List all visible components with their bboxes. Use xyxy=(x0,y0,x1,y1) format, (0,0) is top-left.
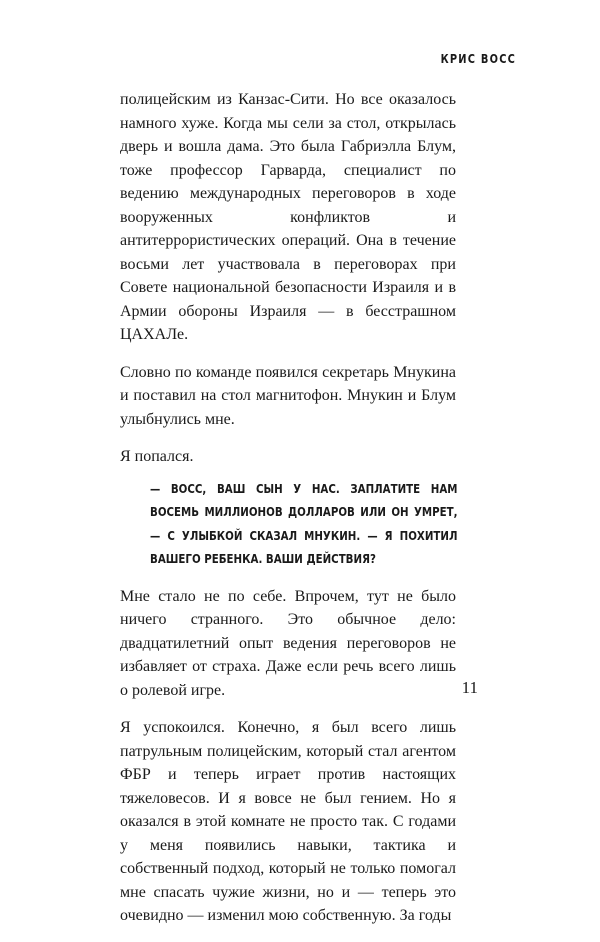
dialogue-quote: — ВОСС, ВАШ СЫН У НАС. ЗАПЛАТИТЕ НАМ ВОСЕМЬ МИЛЛИОНОВ ДОЛЛАРОВ ИЛИ ОН УМРЕТ, — С УЛЫБКОЙ СКАЗАЛ МНУКИН. — Я ПОХИТИЛ ВАШЕГО РЕБЕНКА. ВАШИ ДЕЙСТВИЯ? xyxy=(150,480,458,566)
paragraph: Я успокоился. Конечно, я был всего лишь патрульным полицейским, который стал агентом ФБР и теперь играет против настоящих тяжеловесов. И я вовсе не был гением. Но я оказался в этой комнате не просто так. С годами у меня появились навыки, тактика и собственный подход, который не только помогал мне спасать чужие жизни, но и — теперь это очевидно — изменил мою собственную. За годы xyxy=(120,719,456,924)
paragraph: Словно по команде появился секретарь Мнукина и поставил на стол магнитофон. Мнукин и Блум улыбнулись мне. xyxy=(120,363,456,428)
paragraph: Мне стало не по себе. Впрочем, тут не было ничего странного. Это обычное дело: двадцатилетний опыт ведения переговоров не избавляет от страха. Даже если речь всего лишь о ролевой игре. xyxy=(120,587,456,699)
page-body xyxy=(120,88,456,942)
paragraph: Я попался. xyxy=(120,448,194,465)
running-header: КРИС ВОСС xyxy=(440,52,516,66)
paragraph: полицейским из Канзас-Сити. Но все оказалось намного хуже. Когда мы сели за стол, открылась дверь и вошла дама. Это была Габриэлла Блум, тоже профессор Гарварда, специалист по ведению международных переговоров в ходе вооруженных конфликтов и антитеррористических операций. Она в течение восьми лет участвовала в переговорах при Совете национальной безопасности Израиля и в Армии обороны Израиля — в бесстрашном ЦАХАЛе. xyxy=(120,91,456,343)
page-number: 11 xyxy=(461,678,478,697)
